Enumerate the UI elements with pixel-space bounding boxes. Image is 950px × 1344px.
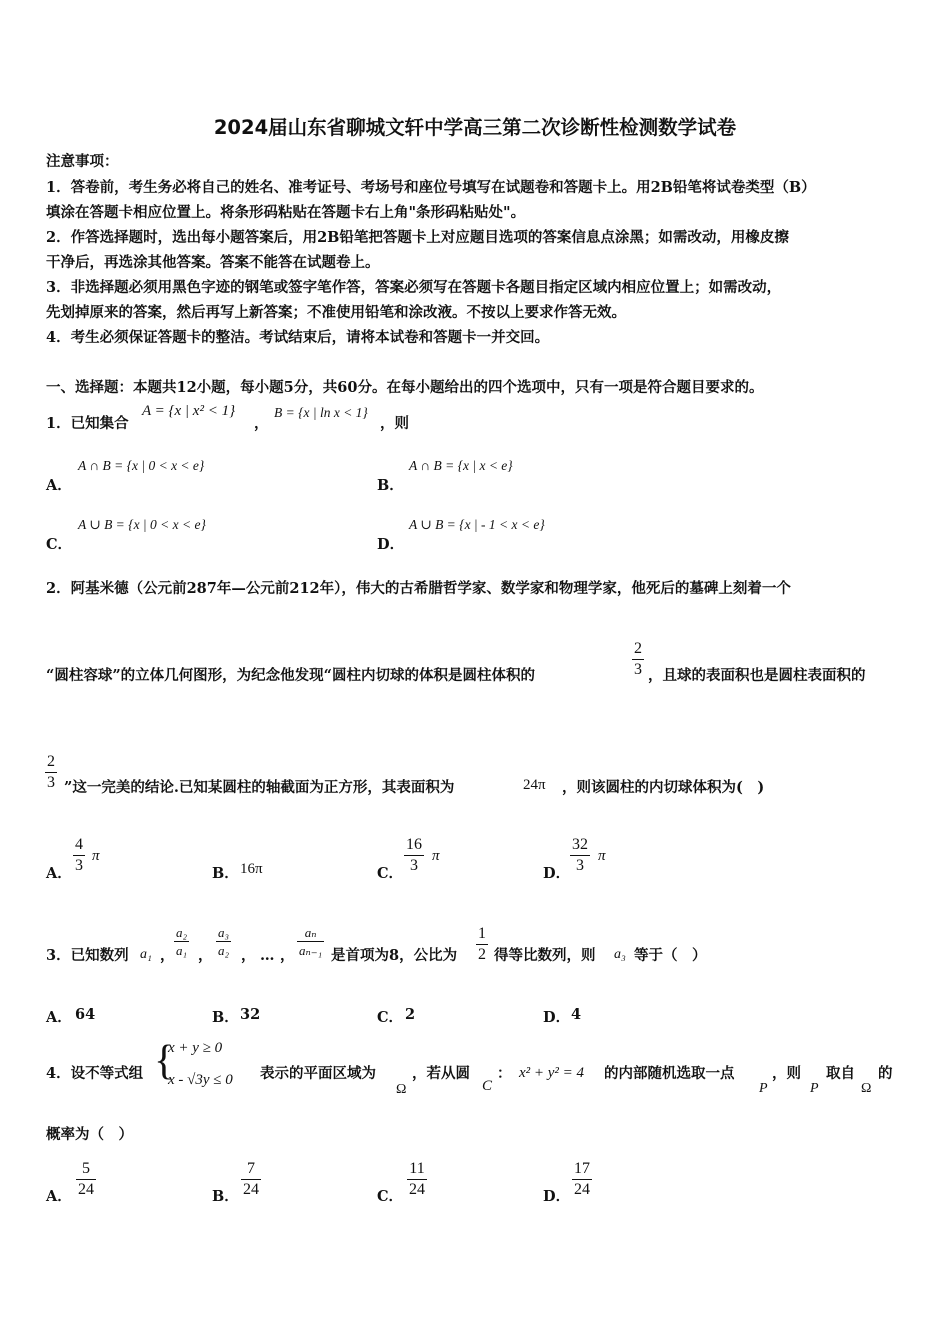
q3-a1: a₁: [140, 947, 152, 962]
section-heading: 一、选择题：本题共12小题，每小题5分，共60分。在每小题给出的四个选项中，只有一项是符合题目要求的。: [46, 379, 764, 396]
q4-option-c-den: 24: [409, 1181, 425, 1198]
q2-fraction-2: [45, 752, 57, 793]
q3-sep: ，: [241, 947, 256, 964]
q3-option-d-label: D．: [543, 1009, 571, 1026]
q3-option-c-label: C．: [377, 1009, 404, 1026]
q2-line3b: ，则该圆柱的内切球体积为( ): [562, 779, 765, 796]
q3-prefix: 3．已知数列: [46, 947, 129, 964]
notice-line: 2．作答选择题时，选出每小题答案后，用2B铅笔把答题卡上对应题目选项的答案信息点涂黑；如需改动，用橡皮擦: [46, 229, 789, 246]
q3-a3: a₃: [614, 947, 626, 962]
q4-option-b-num: 7: [247, 1160, 255, 1177]
notice-heading: 注意事项：: [46, 153, 119, 170]
q4-text-1: 表示的平面区域为: [260, 1065, 376, 1082]
q3-ratio-den: 2: [478, 946, 486, 963]
brace-icon: {: [154, 1038, 175, 1084]
q1-option-b: A ∩ B = {x | x < e}: [409, 458, 513, 473]
q3-mid2: 得等比数列，则: [494, 947, 596, 964]
q4-option-b-fraction: [241, 1159, 261, 1200]
q1-comma: ，: [254, 415, 269, 432]
q4-text-3: 的内部随机选取一点: [604, 1065, 735, 1082]
q2-option-a-fraction: [73, 835, 85, 876]
q2-option-b: 16π: [240, 861, 263, 877]
q1-stem: [46, 414, 129, 434]
q3-ratio: [476, 924, 488, 965]
q2-option-a-pi: π: [92, 848, 100, 864]
q2-option-d-fraction: [570, 835, 590, 876]
notice-line: 干净后，再选涂其他答案。答案不能答在试题卷上。: [46, 254, 380, 271]
q4-ineq-2: x - √3y ≤ 0: [168, 1072, 233, 1088]
q2-fraction-2-den: 3: [47, 774, 55, 791]
q1-option-a-label: A．: [46, 477, 72, 494]
q2-option-a-label: A．: [46, 865, 72, 882]
q1-option-c: A ∪ B = {x | 0 < x < e}: [78, 517, 206, 532]
q4-option-d-fraction: [572, 1159, 592, 1200]
q4-option-c-fraction: [407, 1159, 427, 1200]
q3-ratio-num: 1: [478, 925, 486, 942]
q2-fraction: [632, 639, 644, 680]
q2-area: 24π: [523, 777, 546, 793]
q2-option-c-den: 3: [410, 857, 418, 874]
q3-fraction-3-den: aₙ₋₁: [299, 943, 323, 958]
q3-option-b: 32: [240, 1006, 261, 1023]
q3-option-c: 2: [405, 1006, 416, 1023]
q3-suffix: 等于（ ）: [634, 947, 707, 964]
q4-omega: Ω: [396, 1082, 407, 1097]
q4-text-4: ，则: [772, 1065, 801, 1082]
q3-sep: ，: [198, 947, 213, 964]
q2-line2b: ，且球的表面积也是圆柱表面积的: [648, 667, 866, 684]
q4-option-a-fraction: [76, 1159, 96, 1200]
q4-text-2: ，若从圆: [412, 1065, 470, 1082]
q3-fraction-1-num: a₂: [176, 925, 188, 940]
q4-text-6: 的: [878, 1065, 893, 1082]
q4-option-d-label: D．: [543, 1188, 571, 1205]
q2-fraction-2-num: 2: [47, 753, 55, 770]
q4-text-5: 取自: [826, 1065, 855, 1082]
q1-option-a: A ∩ B = {x | 0 < x < e}: [78, 458, 205, 473]
q1-option-b-label: B．: [377, 477, 404, 494]
q3-fraction-2-num: a₃: [218, 925, 230, 940]
q2-option-d-pi: π: [598, 848, 606, 864]
q4-option-c-label: C．: [377, 1188, 404, 1205]
q1-option-d-label: D．: [377, 536, 405, 553]
q2-option-c-num: 16: [406, 836, 422, 853]
q3-fraction-3: [297, 924, 324, 959]
q2-option-d-den: 3: [576, 857, 584, 874]
q3-option-a-label: A．: [46, 1009, 72, 1026]
q4-line2: 概率为（ ）: [46, 1126, 133, 1143]
q3-fraction-1-den: a₁: [176, 943, 188, 958]
notice-line: 1．答卷前，考生务必将自己的姓名、准考证号、考场号和座位号填写在试题卷和答题卡上。用2B铅笔将试卷类型（B）: [46, 179, 816, 196]
q4-prefix: 4．设不等式组: [46, 1065, 144, 1082]
q1-suffix: ，则: [380, 415, 409, 432]
q2-line3a: ”这一完美的结论.已知某圆柱的轴截面为正方形，其表面积为: [64, 779, 455, 796]
q2-option-a-num: 4: [75, 836, 83, 853]
notice-line: 先划掉原来的答案，然后再写上新答案；不准使用铅笔和涂改液。不按以上要求作答无效。: [46, 304, 626, 321]
q3-fraction-1: [174, 924, 189, 959]
q4-colon: ：: [497, 1065, 512, 1082]
q4-point-p: P: [759, 1081, 768, 1096]
page-title: 2024届山东省聊城文轩中学高三第二次诊断性检测数学试卷: [213, 116, 737, 139]
q2-option-d-num: 32: [572, 836, 588, 853]
q2-option-b-label: B．: [212, 865, 239, 882]
q4-point-p-2: P: [810, 1081, 819, 1096]
q1-option-d: A ∪ B = {x | - 1 < x < e}: [409, 517, 545, 532]
q2-option-d-label: D．: [543, 865, 571, 882]
q3-option-d: 4: [571, 1006, 582, 1023]
q3-sep: ，: [160, 947, 175, 964]
q3-dots: …: [260, 947, 275, 964]
notice-line: 3．非选择题必须用黑色字迹的钢笔或签字笔作答，答案必须写在答题卡各题目指定区域内相应位置上；如需改动，: [46, 279, 782, 296]
q1-set-b: B = {x | ln x < 1}: [274, 405, 368, 420]
q2-line2a: “圆柱容球”的立体几何图形，为纪念他发现“圆柱内切球的体积是圆柱体积的: [46, 667, 536, 684]
q2-fraction-den: 3: [634, 661, 642, 678]
q4-option-c-num: 11: [409, 1160, 425, 1177]
q4-circle-eq: x² + y² = 4: [519, 1065, 585, 1081]
q4-option-a-den: 24: [78, 1181, 94, 1198]
q4-option-d-den: 24: [574, 1181, 590, 1198]
notice-line: 4．考生必须保证答题卡的整洁。考试结束后，请将本试卷和答题卡一并交回。: [46, 329, 550, 346]
q3-option-a: 64: [75, 1006, 96, 1023]
q1-prefix: 1．已知集合: [46, 415, 129, 432]
q2-line1: 2．阿基米德（公元前287年—公元前212年），伟大的古希腊哲学家、数学家和物理学家，他死后的墓碑上刻着一个: [46, 580, 791, 597]
q4-option-a-label: A．: [46, 1188, 72, 1205]
q2-option-c-label: C．: [377, 865, 404, 882]
q4-option-b-label: B．: [212, 1188, 239, 1205]
notice-line: 填涂在答题卡相应位置上。将条形码粘贴在答题卡右上角"条形码粘贴处"。: [46, 204, 526, 221]
q2-option-c-pi: π: [432, 848, 440, 864]
q4-option-a-num: 5: [82, 1160, 90, 1177]
q3-fraction-2: [216, 924, 231, 959]
q1-option-c-label: C．: [46, 536, 73, 553]
q4-ineq-1: x + y ≥ 0: [168, 1040, 223, 1056]
q4-option-d-num: 17: [574, 1160, 590, 1177]
q3-fraction-2-den: a₂: [218, 943, 230, 958]
q3-option-b-label: B．: [212, 1009, 239, 1026]
q2-option-c-fraction: [404, 835, 424, 876]
q3-fraction-3-num: aₙ: [304, 925, 317, 940]
q3-sep: ，: [280, 947, 295, 964]
q1-set-a: A = {x | x² < 1}: [142, 403, 236, 419]
q3-mid: 是首项为8，公比为: [331, 947, 458, 964]
q2-fraction-num: 2: [634, 640, 642, 657]
q4-option-b-den: 24: [243, 1181, 259, 1198]
q4-omega-2: Ω: [861, 1081, 872, 1096]
q4-circle: C: [482, 1078, 493, 1094]
q2-option-a-den: 3: [75, 857, 83, 874]
